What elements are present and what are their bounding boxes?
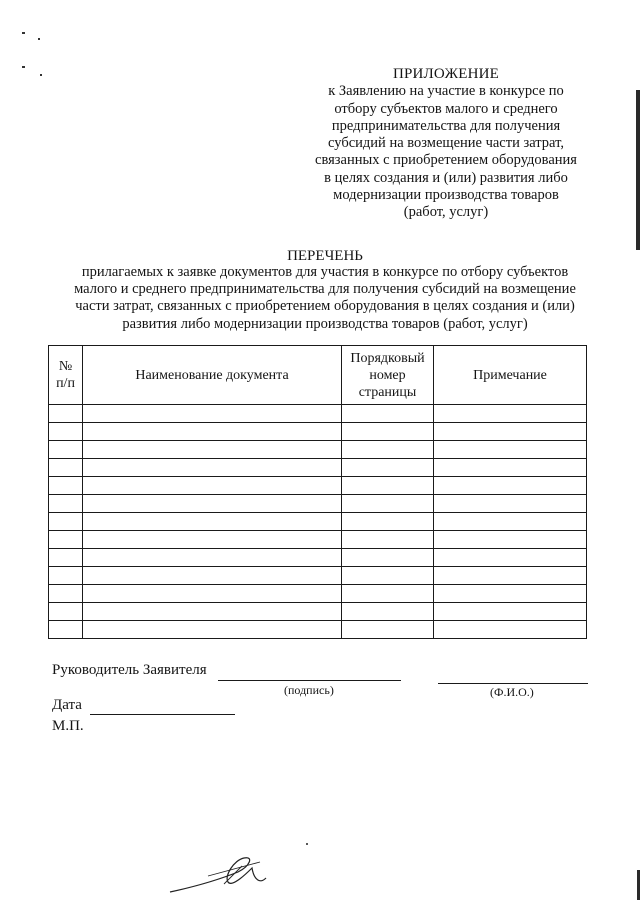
cell-number[interactable]: [49, 585, 83, 603]
appendix-line: связанных с приобретением оборудования: [315, 152, 577, 169]
table-row: [49, 405, 587, 423]
appendix-header: [300, 66, 592, 222]
cell-document-name[interactable]: [83, 621, 342, 639]
cell-note[interactable]: [434, 513, 587, 531]
cell-document-name[interactable]: [83, 603, 342, 621]
table-row: [49, 513, 587, 531]
column-header-page-line: страницы: [358, 384, 417, 400]
cell-number[interactable]: [49, 513, 83, 531]
signature-line[interactable]: [218, 680, 401, 681]
list-description-line: развития либо модернизации производства товаров (работ, услуг): [122, 315, 528, 332]
cell-note[interactable]: [434, 567, 587, 585]
table-row: [49, 441, 587, 459]
cell-note[interactable]: [434, 495, 587, 513]
date-label: Дата: [52, 697, 82, 713]
cell-page-number[interactable]: [342, 423, 434, 441]
appendix-line: в целях создания и (или) развития либо: [324, 169, 568, 186]
table-row: [49, 567, 587, 585]
cell-document-name[interactable]: [83, 495, 342, 513]
cell-document-name[interactable]: [83, 585, 342, 603]
cell-number[interactable]: [49, 405, 83, 423]
column-header-number-line: п/п: [56, 376, 75, 391]
cell-note[interactable]: [434, 405, 587, 423]
cell-page-number[interactable]: [342, 405, 434, 423]
cell-number[interactable]: [49, 567, 83, 585]
cell-number[interactable]: [49, 441, 83, 459]
cell-page-number[interactable]: [342, 459, 434, 477]
cell-number[interactable]: [49, 495, 83, 513]
appendix-line: к Заявлению на участие в конкурсе по: [328, 83, 564, 100]
cell-document-name[interactable]: [83, 423, 342, 441]
table-row: [49, 423, 587, 441]
cell-number[interactable]: [49, 621, 83, 639]
table-row: [49, 621, 587, 639]
cell-document-name[interactable]: [83, 531, 342, 549]
cell-number[interactable]: [49, 549, 83, 567]
cell-page-number[interactable]: [342, 513, 434, 531]
stamp-label: М.П.: [52, 718, 84, 734]
handwritten-signature: [168, 842, 308, 902]
cell-page-number[interactable]: [342, 567, 434, 585]
column-header-note: Примечание: [434, 346, 587, 405]
list-description-line: малого и среднего предпринимательства для получения субсидий на возмещение: [74, 281, 576, 298]
cell-document-name[interactable]: [83, 405, 342, 423]
table-row: [49, 477, 587, 495]
table-header-row: [49, 346, 587, 405]
appendix-line: модернизации производства товаров: [333, 187, 559, 204]
cell-document-name[interactable]: [83, 513, 342, 531]
cell-page-number[interactable]: [342, 477, 434, 495]
cell-page-number[interactable]: [342, 495, 434, 513]
cell-note[interactable]: [434, 549, 587, 567]
column-header-number: [49, 346, 83, 405]
cell-document-name[interactable]: [83, 567, 342, 585]
cell-document-name[interactable]: [83, 441, 342, 459]
cell-note[interactable]: [434, 531, 587, 549]
scan-speck: [22, 66, 25, 68]
column-header-page-line: Порядковый: [350, 350, 425, 366]
appendix-line: (работ, услуг): [403, 204, 489, 221]
cell-note[interactable]: [434, 441, 587, 459]
table-body: [49, 405, 587, 639]
list-title: ПЕРЕЧЕНЬ: [287, 248, 363, 264]
cell-document-name[interactable]: [83, 549, 342, 567]
cell-page-number[interactable]: [342, 549, 434, 567]
cell-note[interactable]: [434, 477, 587, 495]
list-description: [40, 264, 610, 333]
date-line[interactable]: [90, 714, 235, 715]
cell-note[interactable]: [434, 621, 587, 639]
cell-number[interactable]: [49, 603, 83, 621]
table-row: [49, 603, 587, 621]
cell-document-name[interactable]: [83, 477, 342, 495]
column-header-page-number: [342, 346, 434, 405]
appendix-line: отбору субъектов малого и среднего: [334, 100, 558, 117]
head-of-applicant-label: Руководитель Заявителя: [52, 662, 207, 678]
full-name-line[interactable]: [438, 683, 588, 684]
appendix-heading: ПРИЛОЖЕНИЕ: [392, 66, 500, 82]
cell-number[interactable]: [49, 423, 83, 441]
column-header-page-line: номер: [369, 367, 406, 383]
table-row: [49, 531, 587, 549]
table-row: [49, 585, 587, 603]
cell-note[interactable]: [434, 459, 587, 477]
cell-page-number[interactable]: [342, 441, 434, 459]
table-row: [49, 549, 587, 567]
cell-page-number[interactable]: [342, 585, 434, 603]
cell-document-name[interactable]: [83, 459, 342, 477]
cell-page-number[interactable]: [342, 531, 434, 549]
column-header-number-line: №: [58, 359, 73, 374]
table-row: [49, 459, 587, 477]
signature-caption: (подпись): [284, 683, 334, 697]
appendix-line: предпринимательства для получения: [331, 117, 561, 134]
list-description-line: прилагаемых к заявке документов для участия в конкурсе по отбору субъектов: [81, 264, 569, 280]
scan-speck: [22, 32, 25, 34]
cell-note[interactable]: [434, 603, 587, 621]
list-description-line: части затрат, связанных с приобретением оборудования в целях создания и (или): [75, 298, 575, 315]
cell-note[interactable]: [434, 423, 587, 441]
table-row: [49, 495, 587, 513]
appendix-line: субсидий на возмещение части затрат,: [328, 135, 564, 152]
cell-page-number[interactable]: [342, 621, 434, 639]
scan-edge-shadow: [636, 90, 640, 250]
column-header-document-name: Наименование документа: [83, 346, 342, 405]
cell-number[interactable]: [49, 459, 83, 477]
full-name-caption: (Ф.И.О.): [490, 685, 534, 699]
cell-note[interactable]: [434, 585, 587, 603]
cell-number[interactable]: [49, 531, 83, 549]
scan-speck: [40, 74, 42, 76]
cell-page-number[interactable]: [342, 603, 434, 621]
scan-speck: [38, 38, 40, 40]
documents-table: [48, 345, 587, 639]
cell-number[interactable]: [49, 477, 83, 495]
